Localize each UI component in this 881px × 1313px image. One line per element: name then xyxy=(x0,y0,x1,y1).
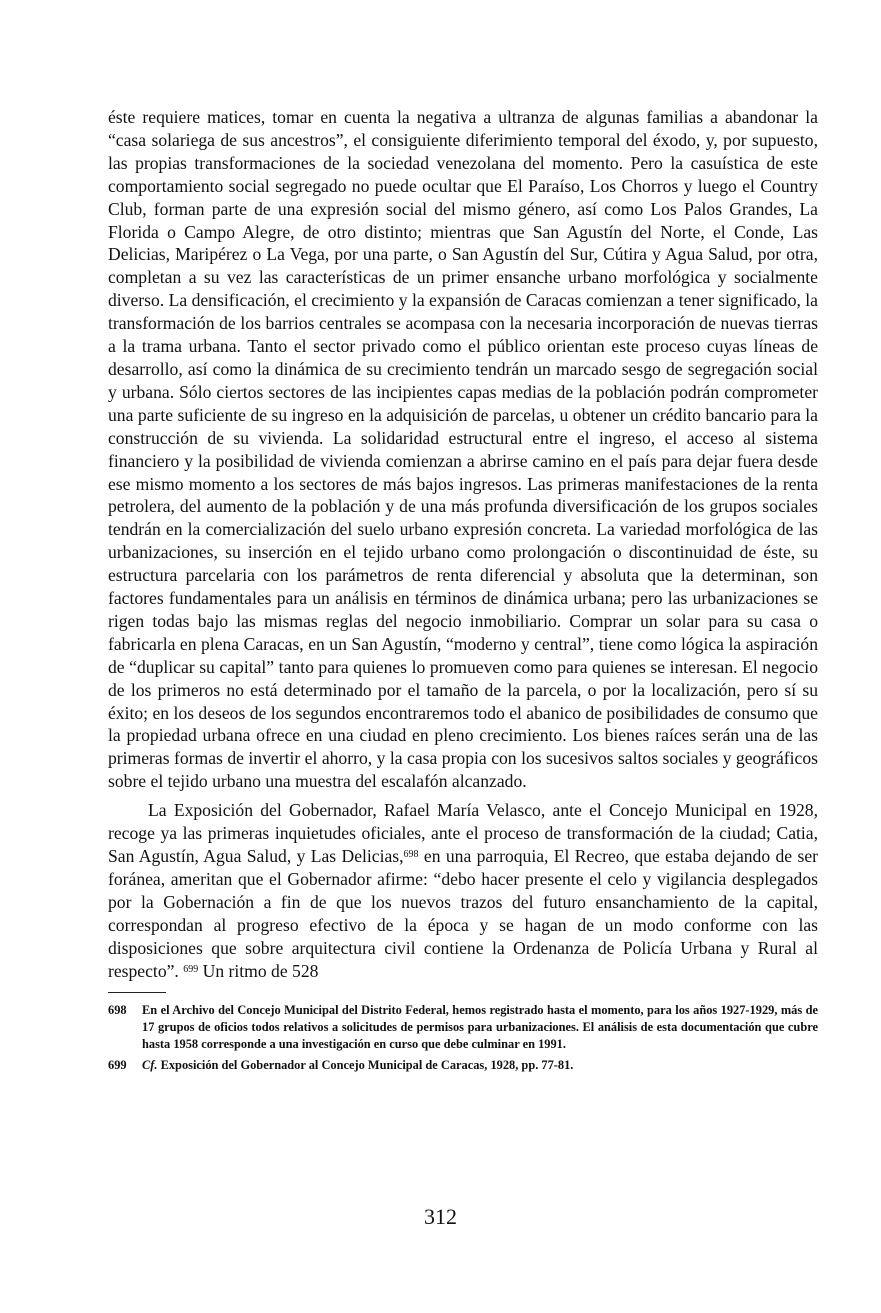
footnote-699 xyxy=(108,1057,818,1074)
body-paragraph-1: éste requiere matices, tomar en cuenta la negativa a ultranza de algunas familias a abandonar la “casa solariega de sus ancestros”, el consiguiente diferimiento temporal del éxodo, y, por supuesto, las propias transformaciones de la sociedad venezolana del momento. Pero la casuística de este comportamiento social segregado no puede ocultar que El Paraíso, Los Chorros y luego el Country Club, forman parte de una expresión social del mismo género, así como Los Palos Grandes, La Florida o Campo Alegre, de otro distinto; mientras que San Agustín del Norte, el Conde, Las Delicias, Maripérez o La Vega, por una parte, o San Agustín del Sur, Cútira y Agua Salud, por otra, completan a su vez las características de un primer ensanche urbano morfológica y socialmente diverso. La densificación, el crecimiento y la expansión de Caracas comienzan a tener significado, la transformación de los barrios centrales se acompasa con la necesaria incorporación de nuevas tierras a la trama urbana. Tanto el sector privado como el público orientan este proceso cuyas líneas de desarrollo, así como la dinámica de su crecimiento tendrán un marcado sesgo de segregación social y urbana. Sólo ciertos sectores de las incipientes capas medias de la población podrán comprometer una parte suficiente de su ingreso en la adquisición de parcelas, u obtener un crédito bancario para la construcción de su vivienda. La solidaridad estructural entre el ingreso, el acceso al sistema financiero y la posibilidad de vivienda comienzan a abrirse camino en el país para dejar fuera desde ese mismo momento a los sectores de más bajos ingresos. Las primeras manifestaciones de la renta petrolera, del aumento de la población y de una más profunda diversificación de los grupos sociales tendrán en la comercialización del suelo urbano expresión concreta. La variedad morfológica de las urbanizaciones, su inserción en el tejido urbano como prolongación o discontinuidad de éste, su estructura parcelaria con los parámetros de renta diferencial y absoluta que la determinan, son factores fundamentales para un análisis en términos de dinámica urbana; pero las urbanizaciones se rigen todas bajo las mismas reglas del negocio inmobiliario. Comprar un solar para su casa o fabricarla en plena Caracas, en un San Agustín, “moderno y central”, tiene como lógica la aspiración de “duplicar su capital” tanto para quienes lo promueven como para quienes se interesan. El negocio de los primeros no está determinado por el tamaño de la parcela, o por la localización, pero sí su éxito; en los deseos de los segundos encontraremos todo el abanico de posibilidades de consumo que la propiedad urbana ofrece en una ciudad en pleno crecimiento. Los bienes raíces serán una de las primeras formas de invertir el ahorro, y la casa propia con los sucesivos saltos sociales y geográficos sobre el tejido urbano una muestra del escalafón alcanzado. xyxy=(108,107,818,792)
footnote-reference-699: 699 xyxy=(183,963,199,975)
footnote-reference-698: 698 xyxy=(403,849,419,860)
footnote-number: 698 xyxy=(108,1003,127,1018)
paragraph-2-text-b: en una parroquia, El Recreo, que estaba dejando de ser foránea, ameritan que el Gobernador afirme: “debo hacer presente el celo y vigilancia desplegados por la Gobernación a fin de que los nuevos trazos del futuro ensanchamiento de la capital, correspondan al progreso efectivo de la época y se hagan de un modo conforme con las disposiciones que sobre arquitectura civil contiene la Ordenanza de Policía Urbana y Rural al respecto”. xyxy=(108,846,818,981)
page-number: 312 xyxy=(424,1204,457,1229)
footnote-698 xyxy=(108,1002,818,1052)
paragraph-2-text-c: Un ritmo de 528 xyxy=(198,960,319,981)
page-body xyxy=(108,106,818,1079)
footnote-italic-text: Cf. xyxy=(142,1058,158,1073)
footnote-text xyxy=(142,1057,818,1074)
body-paragraph-2 xyxy=(108,799,818,982)
footnote-divider xyxy=(108,992,166,993)
paragraph-2-text-a: La Exposición del Gobernador, Rafael María Velasco, ante el Concejo Municipal en 1928, recoge ya las primeras inquietudes oficiales, ante el proceso de transformación de la ciudad; Catia, San Agustín, Agua Salud, y Las Delicias, xyxy=(108,800,818,866)
footnote-text: En el Archivo del Concejo Municipal del Distrito Federal, hemos registrado hasta el momento, para los años 1927-1929, más de 17 grupos de oficios todos relativos a solicitudes de permisos para urbanizaciones. El análisis de esta documentación que cubre hasta 1958 corresponde a una investigación en curso que debe culminar en 1991. xyxy=(142,1003,818,1051)
footnote-text-rest: Exposición del Gobernador al Concejo Municipal de Caracas, 1928, pp. 77-81. xyxy=(157,1058,574,1073)
footnote-number: 699 xyxy=(108,1058,127,1073)
